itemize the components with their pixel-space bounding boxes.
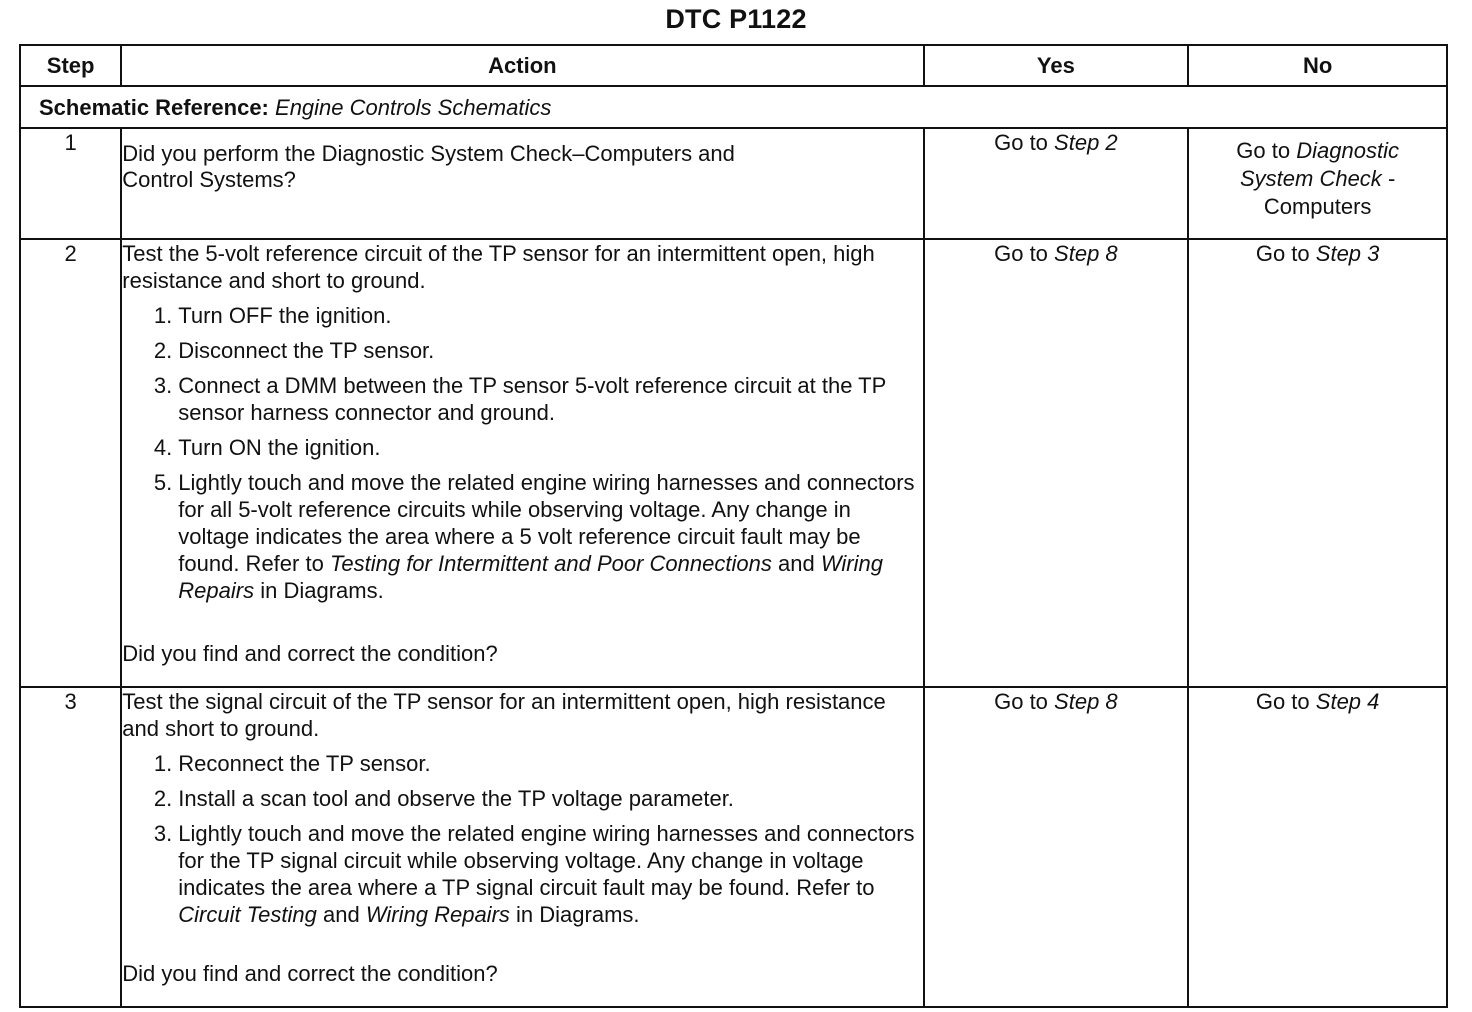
no-prefix: Go to bbox=[1255, 241, 1310, 266]
action-text: Control Systems? bbox=[122, 167, 296, 192]
list-item-text: in Diagrams. bbox=[516, 902, 640, 927]
action-question: Did you find and correct the condition? bbox=[122, 641, 498, 666]
reference-link[interactable]: Testing for Intermittent and Poor Connections bbox=[329, 551, 772, 576]
list-item-text: Lightly touch and move the related engine wiring harnesses and connectors for all 5-volt reference circuits while observing voltage. Any change in voltage indicates the area where a 5 volt reference circuit fault may be found. Refer to bbox=[178, 470, 915, 576]
no-step-link[interactable]: Step 3 bbox=[1315, 241, 1380, 266]
no-step-link[interactable]: Step 4 bbox=[1315, 689, 1380, 714]
yes-prefix: Go to bbox=[994, 130, 1048, 155]
no-link-system-check[interactable]: System Check bbox=[1239, 166, 1382, 191]
list-item bbox=[153, 302, 922, 329]
list-item-number: 2. bbox=[153, 338, 173, 363]
no-cell bbox=[1188, 687, 1447, 1007]
no-prefix: Go to bbox=[1255, 689, 1310, 714]
list-item-number: 3. bbox=[153, 373, 173, 398]
list-item-text: in Diagrams. bbox=[260, 578, 384, 603]
reference-link[interactable]: Circuit Testing bbox=[178, 902, 317, 927]
list-item-text: Turn ON the ignition. bbox=[178, 435, 381, 460]
schematic-link[interactable]: Engine Controls Schematics bbox=[275, 94, 552, 120]
list-item-text: Install a scan tool and observe the TP voltage parameter. bbox=[178, 786, 734, 811]
list-item-number: 4. bbox=[153, 435, 173, 460]
yes-prefix: Go to bbox=[994, 241, 1048, 266]
action-intro: Test the 5-volt reference circuit of the TP sensor for an intermittent open, high resistance and short to ground. bbox=[122, 241, 875, 293]
list-item-text: Turn OFF the ignition. bbox=[178, 303, 392, 328]
action-question: Did you find and correct the condition? bbox=[122, 961, 498, 986]
reference-link[interactable]: Wiring Repairs bbox=[178, 551, 883, 603]
action-text: Did you perform the Diagnostic System Check–Computers and bbox=[122, 141, 735, 166]
reference-link[interactable]: Wiring Repairs bbox=[365, 902, 510, 927]
action-substeps bbox=[122, 750, 922, 928]
list-item-number: 1. bbox=[153, 303, 173, 328]
list-item bbox=[153, 820, 922, 928]
header-step: Step bbox=[20, 45, 121, 86]
dtc-table bbox=[19, 44, 1448, 1008]
step-number: 3 bbox=[20, 687, 121, 1007]
no-link-diagnostic[interactable]: Diagnostic bbox=[1296, 138, 1399, 163]
list-item bbox=[153, 372, 922, 426]
yes-cell bbox=[924, 239, 1189, 687]
list-item-text: Connect a DMM between the TP sensor 5-volt reference circuit at the TP sensor harness connector and ground. bbox=[178, 373, 886, 425]
list-item-text: and bbox=[322, 902, 360, 927]
list-item-text: Disconnect the TP sensor. bbox=[178, 338, 435, 363]
yes-step-link[interactable]: Step 8 bbox=[1054, 689, 1118, 714]
no-cell bbox=[1188, 128, 1447, 239]
page-title: DTC P1122 bbox=[665, 4, 807, 34]
list-item bbox=[153, 785, 922, 812]
header-yes: Yes bbox=[924, 45, 1189, 86]
list-item-number: 3. bbox=[153, 821, 173, 846]
step-number: 2 bbox=[20, 239, 121, 687]
action-cell bbox=[121, 128, 923, 239]
list-item-text: Lightly touch and move the related engine wiring harnesses and connectors for the TP signal circuit while observing voltage. Any change in voltage indicates the area where a TP signal circuit fault may be found. Refer to bbox=[178, 821, 915, 900]
list-item bbox=[153, 434, 922, 461]
yes-step-link[interactable]: Step 2 bbox=[1054, 130, 1118, 155]
action-cell bbox=[121, 239, 923, 687]
yes-step-link[interactable]: Step 8 bbox=[1054, 241, 1118, 266]
list-item-number: 2. bbox=[153, 786, 173, 811]
no-suffix: Computers bbox=[1263, 194, 1372, 219]
list-item-number: 5. bbox=[153, 470, 173, 495]
yes-prefix: Go to bbox=[994, 689, 1048, 714]
list-item bbox=[153, 337, 922, 364]
table-header-row bbox=[20, 45, 1447, 86]
table-row-step-1 bbox=[20, 128, 1447, 239]
table-row-step-2 bbox=[20, 239, 1447, 687]
action-intro: Test the signal circuit of the TP sensor for an intermittent open, high resistance and short to ground. bbox=[122, 689, 886, 741]
list-item bbox=[153, 469, 922, 604]
table-row-step-3 bbox=[20, 687, 1447, 1007]
action-substeps bbox=[122, 302, 922, 604]
step-number: 1 bbox=[20, 128, 121, 239]
list-item-text: Reconnect the TP sensor. bbox=[178, 751, 431, 776]
no-prefix: Go to bbox=[1236, 138, 1291, 163]
list-item-text: and bbox=[777, 551, 815, 576]
header-no: No bbox=[1188, 45, 1447, 86]
schematic-reference bbox=[20, 86, 1447, 128]
list-item bbox=[153, 750, 922, 777]
schematic-reference-row bbox=[20, 86, 1447, 128]
yes-cell bbox=[924, 687, 1189, 1007]
no-dash: - bbox=[1387, 166, 1396, 191]
list-item-number: 1. bbox=[153, 751, 173, 776]
header-action: Action bbox=[121, 45, 923, 86]
no-cell bbox=[1188, 239, 1447, 687]
yes-cell bbox=[924, 128, 1189, 239]
schematic-label: Schematic Reference: bbox=[39, 94, 269, 120]
action-cell bbox=[121, 687, 923, 1007]
